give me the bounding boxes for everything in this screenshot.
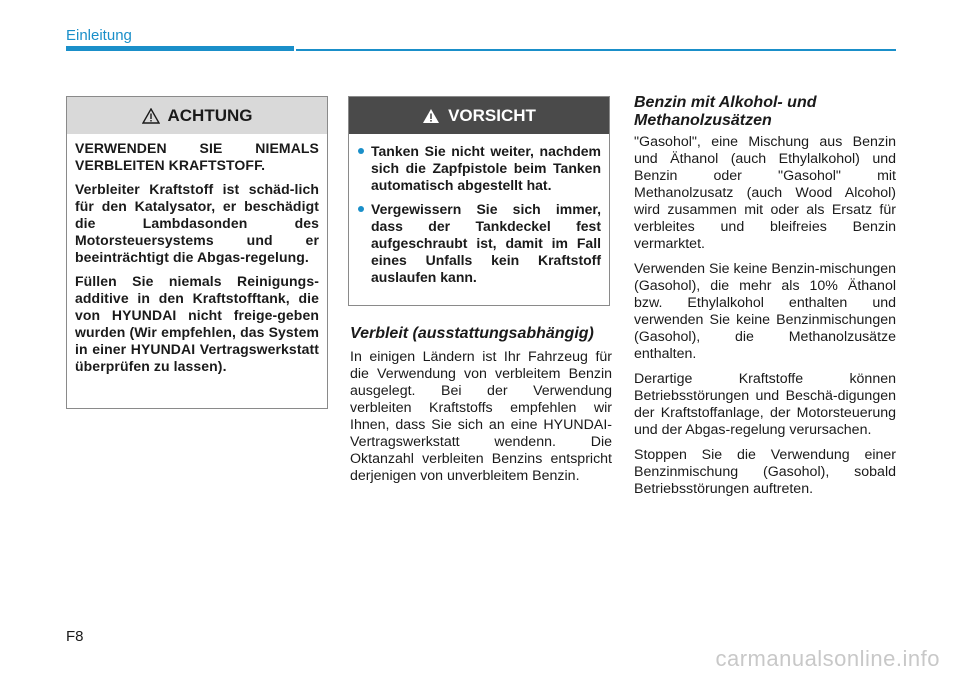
vorsicht-box bbox=[348, 96, 610, 306]
list-item bbox=[357, 201, 601, 286]
vorsicht-bullet-text: Tanken Sie nicht weiter, nachdem sich die Zapfpistole beim Tanken automatisch abgestellt hat. bbox=[371, 143, 601, 193]
achtung-body bbox=[67, 134, 327, 375]
bullet-dot-icon bbox=[358, 206, 364, 212]
header-rule-thick bbox=[66, 46, 294, 51]
verbleit-heading: Verbleit (ausstattungsabhängig) bbox=[350, 325, 594, 342]
vorsicht-title: VORSICHT bbox=[448, 105, 536, 125]
bullet-dot-icon bbox=[358, 148, 364, 154]
list-item bbox=[357, 143, 601, 194]
achtung-paragraph: Verbleiter Kraftstoff ist schäd-lich für den Katalysator, er beschädigt die Lambdasonden des Motorsteuersystems und er beeinträchtigt die Abgas-regelung. bbox=[75, 181, 319, 265]
header-rule-thin bbox=[296, 49, 896, 51]
vorsicht-bullet-list bbox=[357, 143, 601, 286]
alkohol-heading: Benzin mit Alkohol- und Methanolzusätzen bbox=[634, 94, 817, 129]
achtung-title: ACHTUNG bbox=[167, 105, 253, 125]
vorsicht-header bbox=[349, 97, 609, 134]
achtung-box bbox=[66, 96, 328, 409]
verbleit-body bbox=[350, 349, 612, 493]
alkohol-paragraph: Derartige Kraftstoffe können Betriebsstörungen und Beschä-digungen der Kraftstoffanlage, der Motorsteuerung und der Abgas-regelung verursachen. bbox=[634, 371, 896, 438]
warning-triangle-outline-icon bbox=[142, 108, 160, 124]
achtung-paragraph: Füllen Sie niemals Reinigungs-additive in den Kraftstofftank, die von HYUNDAI nicht freige-geben wurden (Wir empfehlen, das System in einer HYUNDAI Vertragswerkstatt überprüfen zu lassen). bbox=[75, 273, 319, 374]
watermark: carmanualsonline.info bbox=[715, 646, 940, 671]
alkohol-paragraph: "Gasohol", eine Mischung aus Benzin und Äthanol (auch Ethylalkohol) und Benzin oder "Gasohol" mit Methanolzusatz (auch Wood Alcohol) wird zusammen mit oder als Ersatz für verbleites und bleifreies Benzin vermarktet. bbox=[634, 134, 896, 252]
page-number: F8 bbox=[66, 628, 84, 645]
alkohol-body bbox=[634, 134, 896, 506]
alkohol-paragraph: Stoppen Sie die Verwendung einer Benzinmischung (Gasohol), sobald Betriebsstörungen auftreten. bbox=[634, 447, 896, 497]
warning-triangle-filled-icon bbox=[422, 108, 440, 124]
achtung-header bbox=[67, 97, 327, 134]
section-title: Einleitung bbox=[66, 27, 132, 44]
vorsicht-bullet-text: Vergewissern Sie sich immer, dass der Tankdeckel fest aufgeschraubt ist, damit im Fall eines Unfalls kein Kraftstoff auslaufen kann. bbox=[371, 201, 601, 285]
achtung-paragraph: VERWENDEN SIE NIEMALS VERBLEITEN KRAFTSTOFF. bbox=[75, 140, 319, 173]
alkohol-paragraph: Verwenden Sie keine Benzin-mischungen (Gasohol), die mehr als 10% Äthanol bzw. Ethylalkohol enthalten und verwenden Sie keine Benzinmischungen (Gasohol), die Methanolzusätze enthalten. bbox=[634, 261, 896, 362]
verbleit-paragraph: In einigen Ländern ist Ihr Fahrzeug für die Verwendung von verbleitem Benzin ausgelegt. Bei der Verwendung verbleiten Kraftstoffs empfehlen wir Ihnen, dass Sie sich an eine HYUNDAI-Vertragswerkstatt wendenn. Die Oktanzahl verbleiten Benzins entspricht derjenigen von unverbleitem Benzin. bbox=[350, 349, 612, 484]
vorsicht-body bbox=[349, 134, 609, 286]
